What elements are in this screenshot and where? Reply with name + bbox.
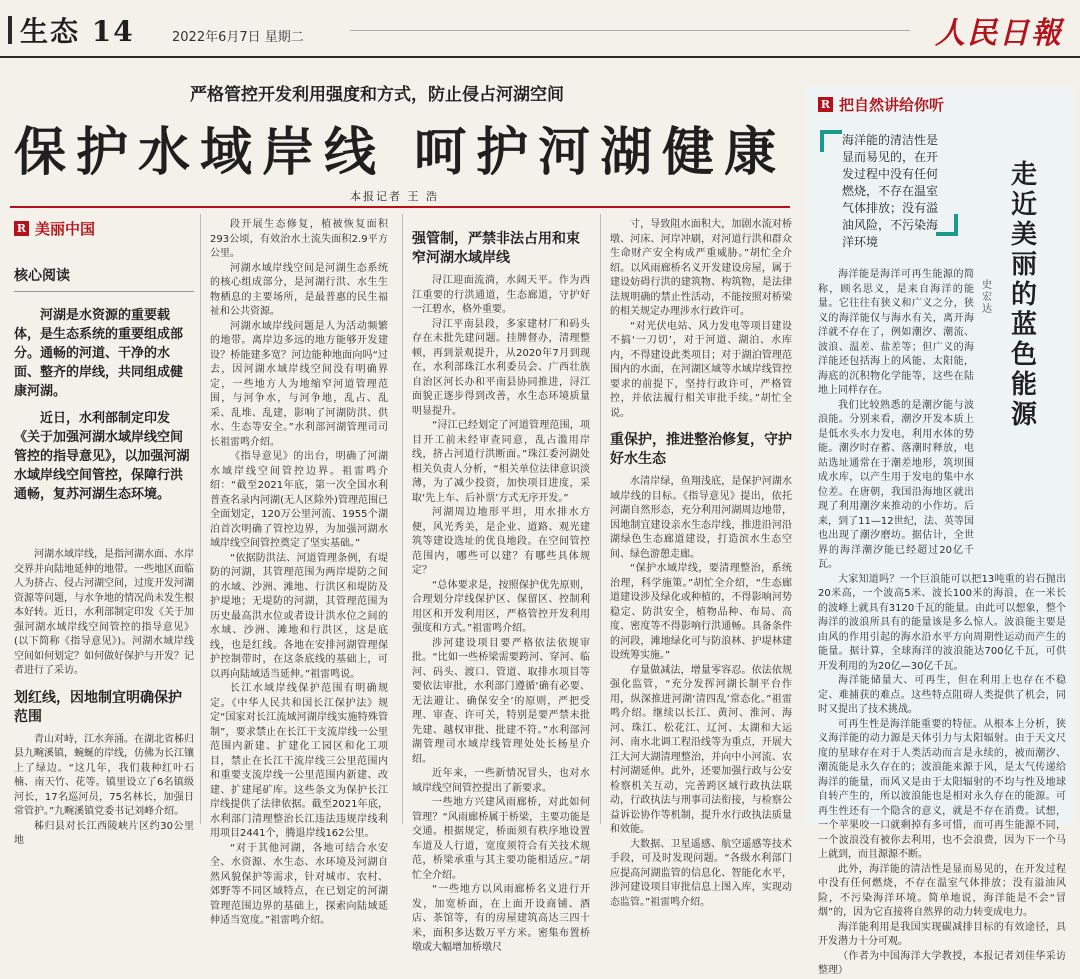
sidebar-badge [818, 94, 944, 115]
paragraph: 一些地方兴建风雨廊桥，对此如何管理？“风雨廊桥属于桥梁，主要功能是交通。根据规定，桥面须有秩序地设置车道及人行道，宽度须符合有关技术规范，桥梁承重与其主要功能相适应。”胡忙全介绍。 [412, 797, 590, 881]
paragraph: 存量做减法，增量零容忍。依法依规强化监管，“充分发挥河湖长制平台作用，纵深推进河湖‘清四乱’常态化。”祖雷鸣介绍。继续以长江、黄河、淮河、海河、珠江、松花江、辽河、太湖和大运河、南水北调工程沿线等为重点，开展大江大河大湖清理整治，并向中小河流、农村河湖延伸。此外，还要加强行政与公安检察机关互动，完善跨区域行政执法联动，行政执法与刑事司法衔接，与检察公益诉讼协作等机制，提升水行政执法质量和效能。 [610, 664, 792, 835]
column-divider [200, 214, 201, 824]
paragraph: “总体要求是，按照保护优先原则，合理划分岸线保护区、保留区、控制利用区和开发利用区，严格管控开发利用强度和方式。”祖雷鸣介绍。 [412, 579, 590, 634]
paragraph: “浔江已经划定了河道管理范围，项目开工前未经审查同意，乱占滥用岸线，挤占河道行洪断面。”珠江委河湖处相关负责人分析，“相关单位法律意识淡薄，为了减少投资，加快项目进度，采取‘先上车、后补票’方式无序开发。” [412, 420, 590, 504]
sidebar-body-top [818, 268, 974, 573]
paragraph: “对于其他河湖，各地可结合水安全、水资源、水生态、水环境及河湖自然风貌保护等需求，针对城市、农村、郊野等不同区域特点，在已划定的河湖管理范围边界的基础上，探索向陆域延伸适当宽度。”祖雷鸣介绍。 [210, 842, 388, 926]
quote-corner-icon [820, 130, 842, 152]
column-1 [14, 218, 194, 849]
column-4 [610, 218, 792, 910]
masthead-bar [8, 16, 12, 44]
sidebar-body-bottom [818, 573, 1066, 979]
masthead-divider [350, 30, 910, 31]
headline-rule [10, 206, 790, 208]
paragraph: 海洋能是海洋可再生能源的简称，顾名思义，是来自海洋的能量。它往往有狭义和广义之分，狭义的海洋能仅与海水有关，离开海洋就不存在了，例如潮汐、潮流、波浪、温差、盐差等；但广义的海洋能还包括海上的风能、太阳能，海底的沉积物化学能等，这些在陆地上同样存在。 [818, 269, 974, 396]
paragraph: 青山对峙，江水奔涌。在湖北省秭归县九畹溪镇，蜿蜒的岸线，仿佛为长江镶上了绿边。“这几年，我们栽种红叶石楠、南天竹、花等。镇里设立了6名镇级河长，17名巡河员，75名林长，加强日常管护。”九畹溪镇党委书记刘峰介绍。 [14, 733, 194, 817]
paragraph: “依据防洪法、河道管理条例，有堤防的河湖，其管理范围为两岸堤防之间的水域、沙洲、滩地、行洪区和堤防及护堤地；无堤防的河湖，其管理范围为历史最高洪水位或者设计洪水位之间的水域、沙洲、滩地和行洪区，这是底线，也是红线。各地在安排河湖管理保护控制带时，在这条底线的基础上，可以再向陆域适当延伸。”祖雷鸣说。 [210, 552, 388, 680]
article-kicker: 严格管控开发利用强度和方式，防止侵占河湖空间 [190, 85, 564, 105]
paragraph: 我们比较熟悉的是潮汐能与波浪能。分别来看，潮汐开发本质上是低水头水力发电，利用水体的势能。潮汐时存蓄、落潮时释放，电站选址通常在于潮差地形，筑坝围成水库，以产生用于发电的集中水位差。在唐朝，我国沿海地区就出现了利用潮汐来推动的小作坊。后来，到了11—12世纪，法、英等国也出现了潮汐磨坊。据估计，全世界的海洋潮汐能已经超过20亿千瓦。 [818, 399, 974, 570]
r-logo-icon: R [14, 221, 29, 236]
masthead [0, 0, 1080, 58]
paragraph: 此外，海洋能的清洁性是显而易见的，在开发过程中没有任何燃烧，不存在温室气体排放；没有溢油风险，不污染海洋环境。简单地说，海洋能是不会“冒烟”的，因为它直接将自然界的动力转变成电力。 [818, 863, 1066, 918]
body-text [14, 733, 194, 849]
body-text [14, 548, 194, 679]
paragraph: 秭归县对长江西陵峡片区约30公里地 [14, 820, 194, 846]
paragraph: “保护水域岸线，要清理整治，系统治理，科学施策。”胡忙全介绍，“生态廊道建设涉及绿化或种植的，不得影响河势稳定、防洪安全，植物品种、布局、高度、密度等不得影响行洪通畅。具备条件的河段，滩地绿化可与防浪林、护堤林建设统筹实施。” [610, 563, 792, 661]
article-byline: 本报记者 王 浩 [350, 190, 439, 203]
subheading: 强管制，严禁非法占用和束窄河湖水域岸线 [412, 231, 580, 266]
paragraph: 海洋能利用是我国实现碳减排目标的有效途径，具开发潜力十分可观。 [818, 921, 1066, 947]
paragraph: 长江水域岸线保护范围有明确规定。《中华人民共和国长江保护法》规定“国家对长江流域河湖岸线实施特殊管制”，要求禁止在长江干支流岸线一公里范围内新建、扩建化工园区和化工项目，禁止在长江干流岸线三公里范围内和重要支流岸线一公里范围内新建、改建、扩建尾矿库。这些条文为保护长江岸线提供了法律依据。截至2021年底，水利部门清理整治长江违法违规岸线利用项目2441个，腾退岸线162公里。 [210, 683, 388, 839]
paragraph: 浔江平南县段，多家建材厂和码头存在未批先建问题。挂牌督办，清理整顿，再到景观提升，从2020年7月到现在，水利部珠江水利委员会、广西壮族自治区河长办和平南县协同推进，浔江面貌正逐步得到改善，水生态环境质量明显提升。 [412, 318, 590, 417]
pull-quote-text: 海洋能的清洁性是显而易见的，在开发过程中没有任何燃烧，不存在温室气体排放；没有溢油风险，不污染海洋环境 [842, 133, 939, 249]
paragraph: “对光伏电站、风力发电等项目建设不搞‘一刀切’，对于河道、湖泊、水库内，不得建设此类项目；对于湖泊管理范围内的水面，在河湖区域等水域岸线管控要求的前提下，坚持行政许可，严格管控，并依法履行相关审批手续。”胡忙全说。 [610, 320, 792, 419]
subheading: 重保护，推进整治修复，守护好水生态 [610, 432, 792, 467]
r-logo-icon: R [818, 97, 833, 112]
column-badge-label: 美丽中国 [35, 220, 96, 238]
paragraph: 河湖水域岸线，是指河湖水面、水岸交界并向陆地延伸的地带。一些地区面临人为挤占、侵占河湖空间，过度开发河湖资源等问题，与水争地的情况尚未发生根本好转。近日，水利部制定印发《关于加强河湖水域岸线空间管控的指导意见》(以下简称《指导意见》)。河湖水域岸线空间如何划定？如何做好保护与开发？记者进行了采访。 [14, 549, 194, 676]
paragraph: 河湖周边地形平坦，用水排水方便，风光秀美，是企业、道路、观光建筑等建设选址的优良地段。在空间管控范围内，哪些可以建？有哪些具体规定？ [412, 507, 590, 576]
pull-quote [812, 118, 962, 249]
paragraph: 近年来，一些新情况冒头，也对水域岸线空间管控提出了新要求。 [412, 768, 590, 794]
paragraph: 可再生性是海洋能重要的特征。从根本上分析，狭义海洋能的动力源是天体引力与太阳辐射。由于天文尺度的星球存在对于人类活动而言是永续的，被而潮汐、潮流能是永久存在的；波浪能来源于风，是太气传递给海洋的能量，而风又是由于太阳辐射的不均与性及地球自转产生的，所以波浪能也是相对永久存在的能源。可再生性还有一个隐含的意义，就是不存在消费。试想，一个苹果咬一口就剩掉有多可惜，而可再生能源不同，一个波浪没有被你去利用，也不会浪费，因为下一个马上就到，而且源源不断。 [818, 718, 1066, 860]
key-read-heading: 核心阅读 [14, 265, 194, 292]
paragraph: 大家知道吗？一个巨浪能可以把13吨重的岩石抛出20米高，一个波高5米、波长100米的海浪，在一米长的波峰上就具有3120千瓦的能量。由此可以想象，整个海洋的波浪所具有的能量该是多么惊人。波浪能主要是由风的作用引起的海水沿水平方向周期性运动而产生的能量。据计算，全球海洋的波浪能达700亿千瓦，可供开发利用的为20亿—30亿千瓦。 [818, 573, 1066, 672]
sidebar-badge-label: 把自然讲给你听 [839, 96, 945, 114]
section-title: 生态 14 [20, 15, 135, 48]
lead-paragraph: 河湖是水资源的重要载体，是生态系统的重要组成部分。通畅的河道、干净的水面、整齐的岸线，共同组成健康河湖。 [14, 308, 184, 399]
paragraph: 海洋能储量大、可再生，但在利用上也存在不稳定、难捕获的难点。这些特点阻碍人类提供了机会，同时又提出了技术挑战。 [818, 675, 1066, 715]
paragraph: 水清岸绿，鱼翔浅底，是保护河湖水域岸线的目标。《指导意见》提出，依托河湖自然形态，充分利用河湖周边地带，因地制宜建设亲水生态岸线，推进沿河沿湖绿色生态廊道建设，打造滨水生态空间、绿色游憩走廊。 [610, 476, 792, 560]
paragraph: “一些地方以风雨廊桥名义进行开发，加宽桥面，在上面开设商铺、酒店、茶馆等，有的房屋建筑高达三四十米，面积多达数万平方米。密集布置桥墩或大幅增加桥墩尺 [412, 884, 590, 953]
paragraph: 涉河建设项目要严格依法依规审批。“比如一些桥梁需要跨河、穿河、临河、码头、渡口、管道、取排水项目等要依法审批，水利部门遵循‘确有必要、无法避让、确保安全’的原则，严把受理、审查、许可关，特别是要严禁未批先建、越权审批、批建不符。”水利部河湖管理司水域岸线管理处处长杨星介绍。 [412, 637, 590, 765]
paragraph: 寸，导致阻水面积大，加剧水流对桥墩、河床、河岸冲刷，对河道行洪和群众生命财产安全构成严重威胁。”胡忙全介绍。以风雨廊桥名义开发建设房屋，属于建设妨碍行洪的建筑物、构筑物，是法律法规明确的禁止性活动，不能按照对桥梁的相关规定办理涉水行政许可。 [610, 219, 792, 317]
issue-date: 2022年6月7日 星期二 [172, 30, 304, 45]
lead-paragraph: 近日，水利部制定印发《关于加强河湖水域岸线空间管控的指导意见》，以加强河湖水域岸线空间管控，保障行洪通畅，复苏河湖生态环境。 [14, 411, 190, 502]
paragraph: 浔江迎面流淌，水阔天平。作为西江重要的行洪通道，生态廊道，守护好一江碧水，格外重要。 [412, 275, 590, 315]
body-text [610, 218, 792, 421]
column-divider [402, 214, 403, 824]
sidebar-author: 史宏达 [982, 280, 992, 315]
paragraph: 河湖水域岸线问题是人为活动频繁的地带。离岸边多远的地方能够开发建设？桥能建多宽？河边能种地面向吗“过去，因河湖水域岸线空间没有明确界定，一些地方人为地缩窄河道管理范围，与河争水，与河争地，乱占、乱采、乱堆、乱建，影响了河湖防洪、供水、生态等安全。”水利部河湖管理司司长祖雷鸣介绍。 [210, 320, 388, 448]
column-3 [412, 218, 590, 956]
column-divider [600, 214, 601, 824]
paragraph: 《指导意见》的出台，明确了河湖水域岸线空间管控边界。祖雷鸣介绍：“截至2021年底，第一次全国水利普查名录内河湖(无人区除外)管理范围已全面划定，120万公里河流、1955个湖泊首次明确了管控边界，为加强河湖水域岸线空间管控奠定了坚实基础。” [210, 451, 388, 549]
paper-logo: 人民日報 [935, 16, 1063, 51]
paragraph: 大数据、卫星遥感、航空遥感等技术手段，可及时发现问题。“各级水利部门应提高河湖监管的信息化、智能化水平，涉河建设项目审批信息上图入库，实现动态监管。”祖雷鸣介绍。 [610, 838, 792, 908]
lead-text [14, 306, 194, 504]
sidebar-body [818, 268, 1066, 979]
article-headline: 保护水域岸线 呵护河湖健康 [14, 122, 787, 183]
column-badge [14, 218, 194, 239]
body-text [610, 475, 792, 910]
paragraph: 段开展生态修复，植被恢复面积293公顷，有效治水土流失面积2.9平方公里。 [210, 219, 388, 259]
subheading: 划红线，因地制宜明确保护范围 [14, 689, 182, 725]
column-2 [210, 218, 388, 929]
sidebar-title: 走近美丽的蓝色能源 [1010, 160, 1037, 430]
paragraph: （作者为中国海洋大学教授，本报记者刘佳华采访整理） [818, 950, 1066, 976]
paragraph: 河湖水域岸线空间是河湖生态系统的核心组成部分，是河湖行洪、水生生物栖息的主要场所，是最普惠的民生福祉和公共资源。 [210, 262, 388, 317]
body-text [412, 274, 590, 956]
